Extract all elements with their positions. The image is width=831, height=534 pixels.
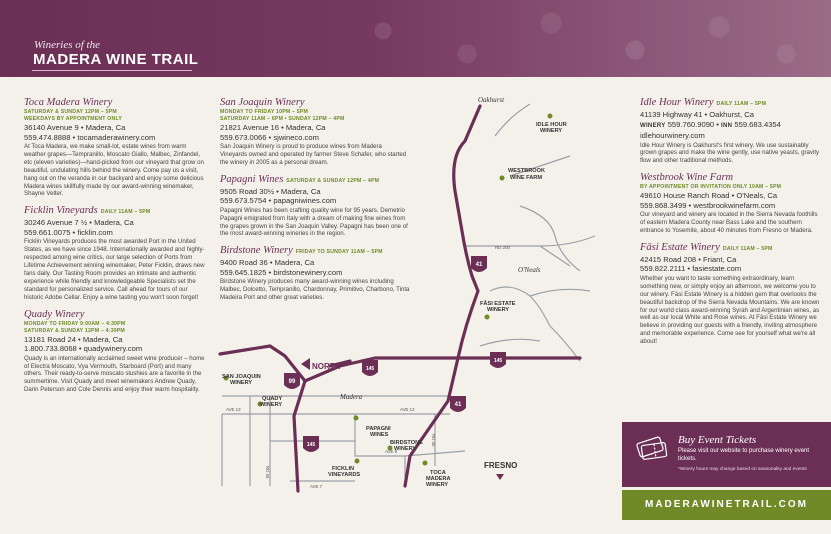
- winery-hours: DAILY 11AM – 5PM: [100, 209, 151, 216]
- event-title: Buy Event Tickets: [678, 434, 757, 446]
- winery-idle-hour: [640, 97, 820, 165]
- ticket-icon: [634, 432, 670, 464]
- winery-name: Papagni Wines SATURDAY & SUNDAY 12PM – 4PM: [220, 173, 380, 185]
- winery-address: 9505 Road 30½ • Madera, Ca: [220, 186, 321, 196]
- winery-fasi: [640, 242, 820, 346]
- winery-toca-madera: [24, 97, 208, 198]
- winery-hours: MONDAY TO FRIDAY 9:00AM – 4:30PM: [24, 320, 126, 327]
- label-quady: QUADY: [262, 396, 283, 402]
- event-note: *Winery hours may change based on seasonality and events: [678, 467, 807, 472]
- winery-hours: DAILY 11AM – 5PM: [716, 101, 767, 107]
- shield-41-south: [450, 396, 466, 412]
- map-labels: [222, 96, 567, 488]
- winery-contact[interactable]: 559.661.0075 • ficklin.com: [24, 227, 113, 237]
- label-westbrook: WESTBROOK: [508, 168, 545, 174]
- wine-trail-map: [210, 96, 620, 496]
- winery-hours: SATURDAY 11AM – 6PM • SUNDAY 12PM – 4PM: [220, 116, 345, 122]
- dot-idle-hour[interactable]: [548, 114, 553, 119]
- winery-description: Quady is an internationally acclaimed sweet wine producer – home of Electra Moscato, Vya Vermouth, Starboard (Port) and many others. Their ready-to-serve moscato slushies are a favorite in the summertime. Visit Quady and meet winemakers Andrew Quady, Darin Peterson and Cole Dennis and enjoy their warm hospitality.: [24, 354, 205, 394]
- winery-hours: SATURDAY & SUNDAY 12PM – 4:30PM: [24, 327, 125, 334]
- svg-text:AVE 9: AVE 9: [385, 449, 398, 454]
- svg-text:WINES: WINES: [370, 432, 389, 438]
- label-madera: Madera: [340, 393, 363, 401]
- winery-description: Papagni Wines has been crafting quality wine for 95 years. Demetrio Papagni emigrated from Italy with a dream of making fine wines from the grapes grown in the San Joaquin Valley. Papagni has been one of the most award-winning wineries in the region.: [220, 206, 408, 238]
- svg-text:99: 99: [288, 379, 296, 385]
- south-arrow: [496, 474, 504, 480]
- dot-papagni[interactable]: [354, 416, 359, 421]
- label-san-joaquin: SAN JOAQUIN: [222, 374, 261, 380]
- shield-99: [284, 373, 300, 389]
- winery-name: Idle Hour Winery DAILY 11AM – 5PM: [640, 97, 767, 108]
- winery-description: Idle Hour Winery is Oakhurst's first winery. We use sustainably grown grapes and make the wine gently, use native yeasts, gravity flow and other traditional methods.: [640, 141, 820, 165]
- svg-text:AVE 13: AVE 13: [226, 407, 241, 412]
- svg-text:VINEYARDS: VINEYARDS: [328, 472, 361, 478]
- grapes-background: [271, 0, 831, 77]
- winery-dots: [224, 114, 553, 466]
- svg-text:WINE FARM: WINE FARM: [510, 175, 543, 181]
- winery-description: San Joaquin Winery is proud to produce wines from Madera Vineyards owned and operated by farmer Steve Schafer, who started the winery in 2005 as a personal dream.: [220, 143, 407, 166]
- winery-name: Fāsi Estate Winery DAILY 11AM – 5PM: [640, 241, 773, 253]
- winery-description: At Toca Madera, we make small-lot, estate wines from warm weather grapes—Tempranillo, Moscato Giallo, Malbec, Zinfandel, etc (eleven varieties)—hand-picked from our vineyard that grow on beautiful, undulating hills behind the winery. Come pay us a visit, hang out on the veranda in our backyard and enjoy some delicious Madera wines skillfully made by our award-winning winemaker, Shayne Velter.: [24, 143, 204, 198]
- winery-hours: BY APPOINTMENT OR INVITATION ONLY 10AM – 5PM: [640, 184, 782, 191]
- svg-text:145: 145: [365, 366, 375, 372]
- winery-name: Quady Winery: [24, 308, 85, 320]
- svg-text:WINERY: WINERY: [540, 128, 563, 134]
- column-left: [24, 97, 208, 394]
- dot-westbrook[interactable]: [500, 176, 505, 181]
- label-oakhurst: Oakhurst: [478, 96, 505, 104]
- winery-description: Whether you want to taste something extraordinary, learn something new, or simply enjoy an afternoon, we welcome you to our winery. Fāsi Estate Winery is a hidden gem that overlooks the beautiful backdrop of the Sierra Nevada Mountains. We are known for our world class award-winning Syrah and Argentinian wines, as well as our local White and Rose wines. At Fāsi Estate Winery we believe in providing our guests with a friendly, inviting atmosphere and memorable experience. Come see for yourself what we're all about!: [640, 274, 820, 346]
- label-idle-hour: IDLE HOUR: [536, 122, 567, 128]
- winery-address: 30246 Avenue 7 ½ • Madera, Ca: [24, 218, 134, 228]
- label-fasi: FĀSI ESTATE: [480, 301, 516, 307]
- svg-text:WINERY: WINERY: [487, 307, 510, 313]
- event-description: Please visit our website to purchase winery event tickets.: [678, 448, 810, 462]
- main-routes: [220, 106, 580, 491]
- shield-145-east: [490, 352, 506, 368]
- winery-hours: SATURDAY & SUNDAY 12PM – 4PM: [286, 177, 380, 184]
- event-tickets-box[interactable]: [622, 422, 831, 487]
- label-papagni: PAPAGNI: [366, 426, 391, 432]
- svg-text:145: 145: [493, 358, 503, 364]
- winery-contact[interactable]: 559.822.2111 • fasiestate.com: [640, 264, 742, 274]
- svg-text:MADERA: MADERA: [426, 476, 451, 482]
- winery-name: Westbrook Wine Farm: [640, 172, 734, 184]
- winery-name: Ficklin Vineyards DAILY 11AM – 5PM: [24, 205, 151, 217]
- winery-address: 49610 House Ranch Road • O'Neals, Ca: [640, 191, 778, 201]
- winery-ficklin: [24, 205, 208, 301]
- shield-145-south: [303, 436, 319, 452]
- header-subtitle: Wineries of the: [34, 39, 100, 51]
- label-toca: TOCA: [430, 470, 446, 476]
- winery-contact[interactable]: WINERY 559.760.9090 • INN 559.683.4354: [640, 119, 781, 129]
- winery-hours: MONDAY TO FRIDAY 10PM – 5PM: [220, 109, 309, 115]
- winery-contact[interactable]: 559.868.3499 • westbrookwinefarm.com: [640, 200, 776, 210]
- dot-ficklin[interactable]: [355, 459, 360, 464]
- website-bar[interactable]: [622, 490, 831, 520]
- svg-text:145: 145: [306, 442, 316, 448]
- label-birdstone: BIRDSTONE: [390, 440, 423, 446]
- svg-text:41: 41: [454, 402, 462, 408]
- svg-text:RD 200: RD 200: [495, 245, 510, 250]
- winery-address: 42415 Road 208 • Friant, Ca: [640, 254, 737, 264]
- winery-description: Ficklin Vineyards produces the most awarded Port in the United States, as we have since 1948. Internationally awarded and highly-respected among wine critics, our large selection of Ports from Lifetime Achievement winning winemaker, Peter Ficklin, draws new fans daily. Our Tasting Room provides an intimate and authentic experience while friendly and knowledgeable Specialists set the standard for personalized service. Call ahead for tours of our historic Adobe Cellar. Enjoy a wine tasting you won't soon forget!: [24, 238, 205, 301]
- winery-address: 41139 Highway 41 • Oakhurst, Ca: [640, 110, 754, 119]
- winery-description: Birdstone Winery produces many award-winning wines including Malbec, Dolcetto, Tempranillo, Chardonnay, Primitivo, Charbono, Tinta Madeira Port and other great varieties.: [220, 278, 410, 302]
- header-banner: [0, 0, 831, 77]
- svg-text:WINERY: WINERY: [394, 446, 417, 452]
- header-title: MADERA WINE TRAIL: [33, 51, 199, 68]
- svg-text:RD 26: RD 26: [265, 466, 270, 479]
- winery-url[interactable]: idlehourwinery.com: [640, 131, 705, 140]
- winery-address: 21821 Avenue 16 • Madera, Ca: [220, 123, 326, 132]
- winery-hours: SATURDAY & SUNDAY 12PM – 5PM: [24, 109, 117, 115]
- svg-text:WINERY: WINERY: [230, 380, 253, 386]
- winery-hours: WEEKDAYS BY APPOINTMENT ONLY: [24, 116, 123, 122]
- winery-hours: DAILY 11AM – 5PM: [722, 245, 773, 252]
- dot-fasi[interactable]: [485, 315, 490, 320]
- label-fresno: FRESNO: [484, 461, 518, 470]
- winery-contact[interactable]: 559.474.8888 • tocamaderawinery.com: [24, 132, 156, 142]
- winery-westbrook: [640, 172, 820, 235]
- winery-contact[interactable]: 559.673.0066 • sjwineco.com: [220, 132, 319, 142]
- dot-toca[interactable]: [423, 461, 428, 466]
- winery-contact[interactable]: 559.645.1825 • birdstonewinery.com: [220, 267, 343, 277]
- shield-145-mid: [362, 360, 378, 376]
- winery-hours: FRIDAY TO SUNDAY 11AM – 5PM: [295, 249, 383, 256]
- column-right: [640, 97, 820, 346]
- winery-name: Birdstone Winery FRIDAY TO SUNDAY 11AM – 5PM: [220, 245, 383, 257]
- svg-text:WINERY: WINERY: [426, 482, 449, 488]
- winery-name: Toca Madera Winery: [24, 97, 113, 108]
- svg-text:WINERY: WINERY: [260, 402, 283, 408]
- label-ficklin: FICKLIN: [332, 466, 355, 472]
- website-url[interactable]: MADERAWINETRAIL.COM: [645, 499, 808, 510]
- side-roads: [222, 104, 595, 486]
- winery-address: 9400 Road 36 • Madera, Ca: [220, 258, 315, 268]
- header-rule: [32, 70, 192, 71]
- svg-text:RD 36: RD 36: [431, 434, 436, 447]
- winery-contact[interactable]: 559.673.5754 • papagniwines.com: [220, 196, 337, 206]
- label-oneals: O'Neals: [518, 266, 541, 274]
- svg-text:41: 41: [475, 262, 483, 268]
- shield-41-north: [471, 256, 487, 272]
- svg-text:NORTH: NORTH: [312, 362, 341, 371]
- svg-text:AVE 12: AVE 12: [400, 407, 415, 412]
- svg-text:AVE 7: AVE 7: [310, 484, 323, 489]
- winery-name: San Joaquin Winery: [220, 97, 305, 108]
- winery-contact[interactable]: 1.800.733.8068 • quadywinery.com: [24, 344, 143, 354]
- winery-address: 36140 Avenue 9 • Madera, Ca: [24, 123, 126, 132]
- winery-quady: [24, 309, 208, 395]
- winery-address: 13181 Road 24 • Madera, Ca: [24, 334, 123, 344]
- north-arrow: [301, 358, 341, 371]
- highway-shields: [284, 256, 506, 452]
- winery-description: Our vineyard and winery are located in the Sierra Nevada foothills of eastern Madera County near Bass Lake and the southern entrance to Yosemite, about 40 minutes from Fresno or Madera.: [640, 211, 818, 235]
